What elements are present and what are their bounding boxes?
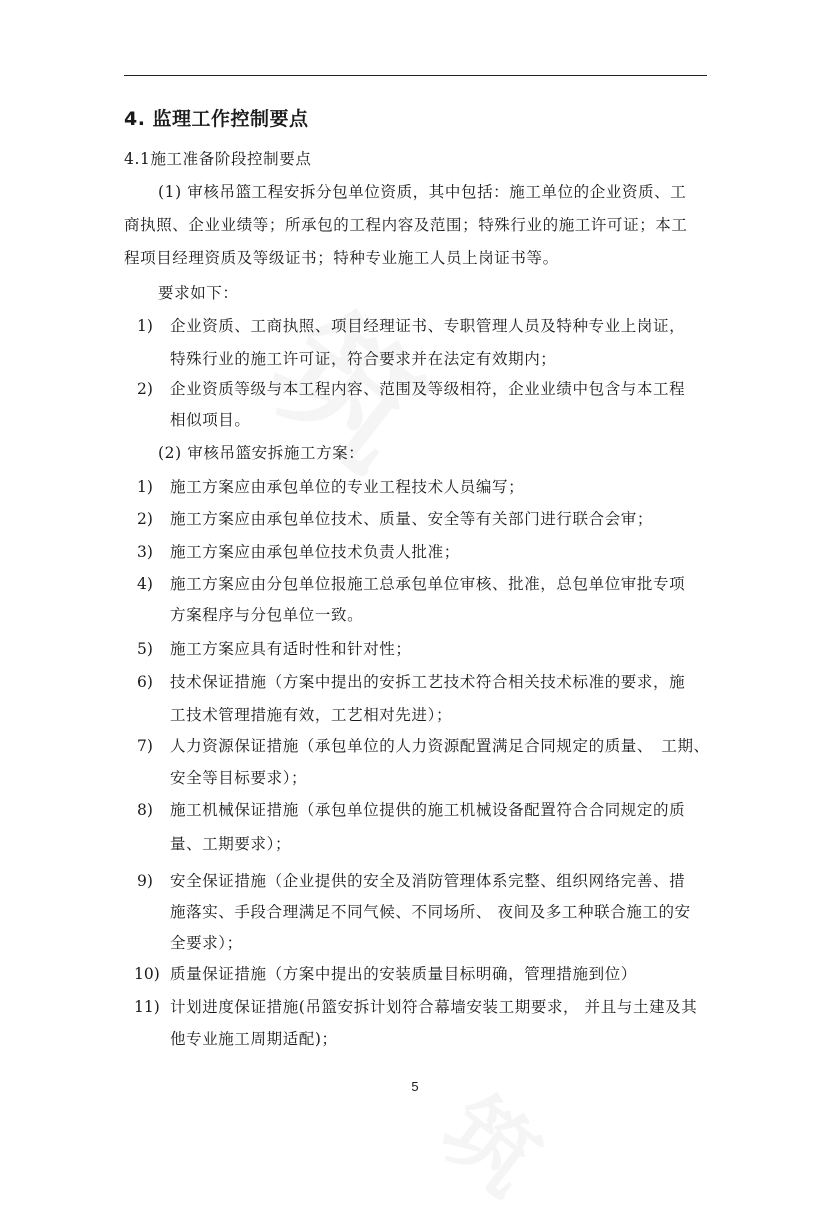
list-item-line: 方案程序与分包单位一致。 — [170, 606, 364, 624]
list-item-line: 施工方案应由分包单位报施工总承包单位审核、批准，总包单位审批专项 — [170, 575, 686, 593]
page-number: 5 — [411, 1079, 419, 1094]
list-item-line: 施工方案应由承包单位技术负责人批准； — [170, 543, 460, 561]
list-item-line: 施工方案应由承包单位技术、质量、安全等有关部门进行联合会审； — [170, 510, 654, 528]
requirements-label: 要求如下： — [158, 284, 239, 302]
list-item-line: 工技术管理措施有效，工艺相对先进）； — [170, 706, 453, 724]
list-item-line: 计划进度保证措施(吊篮安拆计划符合幕墙安装工期要求， 并且与土建及其 — [170, 998, 698, 1016]
list-number: 11) — [134, 998, 160, 1016]
list-item-line: 施工方案应具有适时性和针对性； — [170, 640, 412, 658]
list-item-line: 技术保证措施（方案中提出的安拆工艺技术符合相关技术标准的要求，施 — [170, 673, 686, 691]
subsection-title: 4.1施工准备阶段控制要点 — [124, 150, 312, 168]
paragraph-line: 程项目经理资质及等级证书；特种专业施工人员上岗证书等。 — [124, 249, 559, 267]
list-number: 4) — [137, 575, 153, 593]
list-number: 1) — [137, 317, 153, 335]
list-number: 10) — [134, 965, 160, 983]
list-item-line: 人力资源保证措施（承包单位的人力资源配置满足合同规定的质量、 工期、 — [170, 737, 710, 755]
list-item-line: 他专业施工周期适配)； — [170, 1030, 338, 1048]
list-number: 9) — [137, 872, 153, 890]
list-item-line: 企业资质、工商执照、项目经理证书、专职管理人员及特种专业上岗证， — [170, 317, 686, 335]
list-item-line: 量、工期要求）； — [170, 835, 292, 853]
list-number: 7) — [137, 737, 153, 755]
list-item-line: 施工方案应由承包单位的专业工程技术人员编写； — [170, 478, 525, 496]
list-number: 6) — [137, 673, 153, 691]
list-number: 3) — [137, 543, 153, 561]
list-number: 2) — [137, 510, 153, 528]
paragraph-heading: (2) 审核吊篮安拆施工方案： — [158, 444, 365, 462]
list-number: 8) — [137, 801, 153, 819]
list-item-line: 全要求）； — [170, 934, 243, 952]
header-rule — [124, 75, 707, 76]
list-item-line: 相似项目。 — [170, 411, 251, 429]
paragraph-line: (1) 审核吊篮工程安拆分包单位资质，其中包括：施工单位的企业资质、工 — [158, 183, 687, 201]
list-number: 2) — [137, 380, 153, 398]
section-title: 4. 监理工作控制要点 — [124, 108, 309, 130]
list-item-line: 特殊行业的施工许可证，符合要求并在法定有效期内； — [170, 350, 557, 368]
list-item-line: 安全保证措施（企业提供的安全及消防管理体系完整、组织网络完善、措 — [170, 872, 686, 890]
watermark — [420, 1060, 571, 1218]
list-number: 1) — [137, 478, 153, 496]
list-number: 5) — [137, 640, 153, 658]
list-item-line: 安全等目标要求）； — [170, 769, 308, 787]
list-item-line: 质量保证措施（方案中提出的安装质量目标明确，管理措施到位） — [170, 965, 637, 983]
list-item-line: 施工机械保证措施（承包单位提供的施工机械设备配置符合合同规定的质 — [170, 801, 686, 819]
list-item-line: 企业资质等级与本工程内容、范围及等级相符，企业业绩中包含与本工程 — [170, 380, 686, 398]
paragraph-line: 商执照、企业业绩等；所承包的工程内容及范围；特殊行业的施工许可证；本工 — [124, 216, 688, 234]
list-item-line: 施落实、手段合理满足不同气候、不同场所、 夜间及多工种联合施工的安 — [170, 903, 691, 921]
